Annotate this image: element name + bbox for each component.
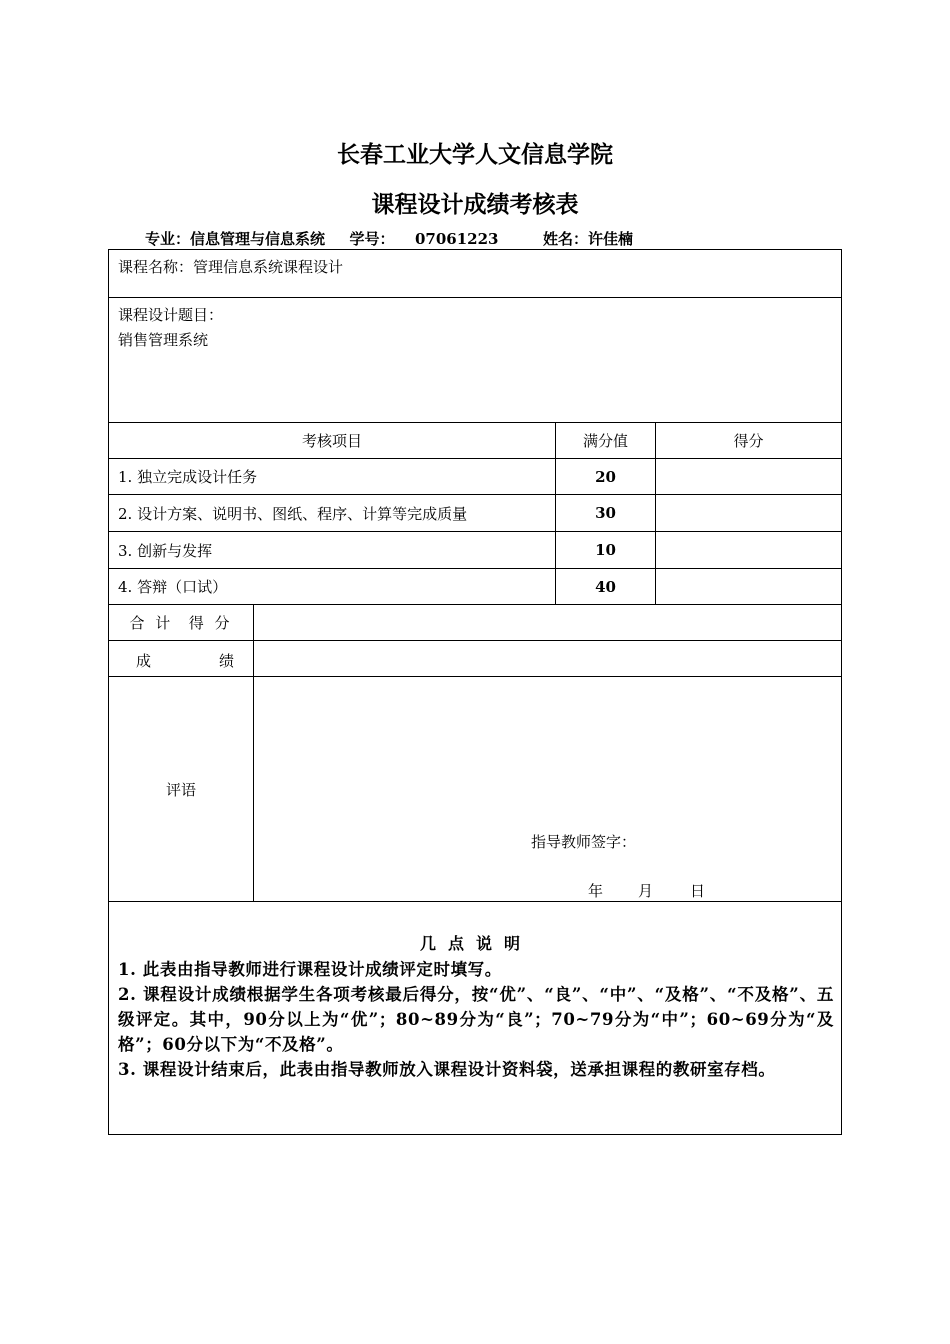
name-value: 许佳楠 (587, 230, 633, 248)
total-row (109, 605, 841, 641)
course-topic-label: 课程设计题目： (118, 306, 224, 324)
student-info-line (145, 228, 633, 249)
date-month: 月 (638, 882, 654, 900)
item-score[interactable] (655, 459, 841, 494)
table-row (109, 495, 841, 532)
note-item: 1. 此表由指导教师进行课程设计成绩评定时填写。 (118, 960, 502, 979)
student-id-label: 学号： (349, 230, 395, 248)
comment-row (109, 677, 841, 902)
table-header-row (109, 423, 841, 459)
grade-row (109, 641, 841, 677)
major-label: 专业： (145, 230, 191, 248)
item-score[interactable] (655, 569, 841, 604)
item-label: 3. 创新与发挥 (118, 541, 213, 560)
grade-value[interactable] (253, 641, 841, 676)
grade-label (109, 641, 253, 676)
note-item: 2. 课程设计成绩根据学生各项考核最后得分，按“优”、“良”、“中”、“及格”、“不及格”、五级评定。其中，90分以上为“优”；80~89分为“良”；70~79分为“中”；60~69分为“及格”；60分以下为“不及格”。 (118, 985, 834, 1054)
notes-title: 几点说明 (419, 934, 532, 953)
date-year: 年 (588, 882, 604, 900)
table-row (109, 532, 841, 569)
form-title: 课程设计成绩考核表 (371, 192, 579, 218)
header-score: 得分 (655, 423, 841, 458)
notes-section (118, 931, 834, 1082)
course-name-row (109, 250, 841, 298)
course-name-label: 课程名称： (118, 258, 194, 276)
comment-label: 评语 (165, 780, 196, 799)
student-id-value: 07061223 (414, 230, 499, 248)
item-label: 2. 设计方案、说明书、图纸、程序、计算等完成质量 (118, 504, 468, 523)
table-row (109, 569, 841, 605)
name-label: 姓名： (542, 230, 588, 248)
note-item: 3. 课程设计结束后，此表由指导教师放入课程设计资料袋，送承担课程的教研室存档。 (118, 1060, 776, 1079)
assessment-form (108, 249, 842, 1135)
item-score[interactable] (655, 495, 841, 531)
grade-label-char-1: 成 (136, 652, 152, 670)
item-score[interactable] (655, 532, 841, 568)
total-label: 合 计 得 分 (129, 614, 233, 632)
item-label: 1. 独立完成设计任务 (118, 468, 258, 486)
major-value: 信息管理与信息系统 (190, 230, 326, 248)
course-name-field (118, 256, 343, 277)
course-topic-value: 销售管理系统 (118, 331, 209, 349)
grade-label-char-2: 绩 (219, 652, 235, 670)
header-item: 考核项目 (301, 432, 362, 450)
date-day: 日 (690, 882, 706, 900)
item-max: 10 (555, 532, 655, 568)
header-max: 满分值 (555, 423, 655, 458)
course-topic-row (109, 298, 841, 423)
total-value[interactable] (253, 605, 841, 640)
item-max: 20 (555, 459, 655, 494)
school-title: 长春工业大学人文信息学院 (337, 142, 613, 168)
table-row (109, 459, 841, 495)
item-max: 30 (555, 495, 655, 531)
item-label: 4. 答辩（口试） (118, 578, 228, 596)
item-max: 40 (555, 569, 655, 604)
comment-area[interactable] (253, 677, 841, 901)
signature-label: 指导教师签字： (531, 833, 637, 851)
course-name-value: 管理信息系统课程设计 (193, 258, 344, 276)
